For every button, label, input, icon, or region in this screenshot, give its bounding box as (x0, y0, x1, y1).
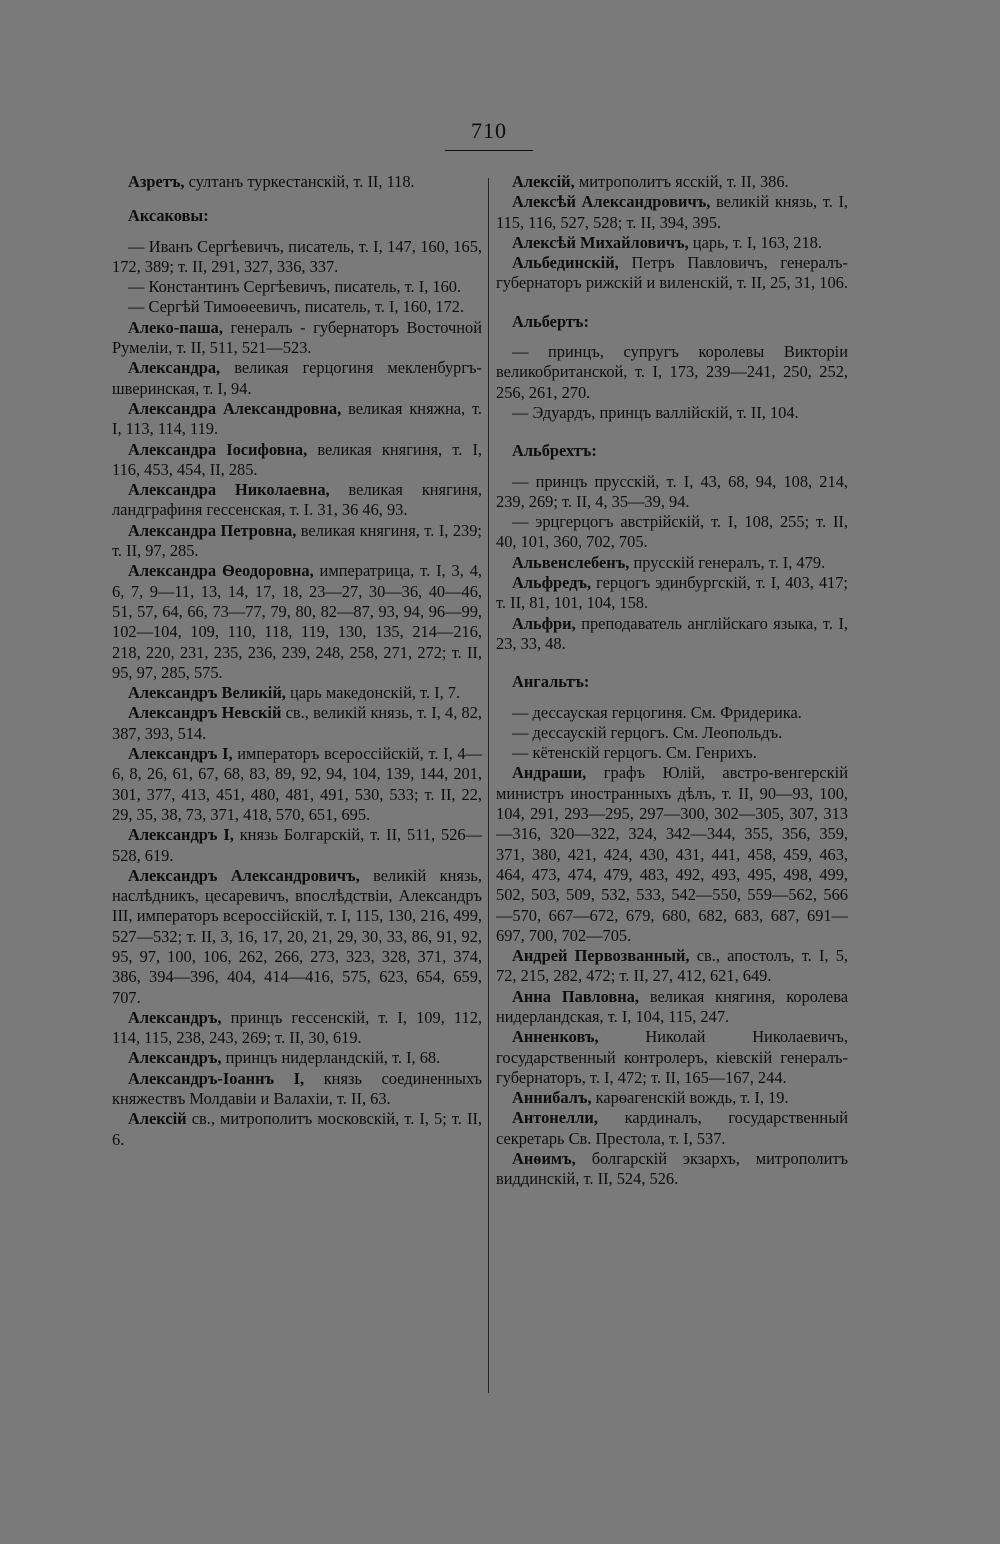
index-subentry: — Иванъ Сергѣевичъ, писатель, т. I, 147, 160, 165, 172, 389; т. II, 291, 327, 336, 337. (112, 236, 482, 276)
index-group-title: Альбрехтъ: (512, 441, 597, 461)
index-entry (112, 172, 482, 192)
index-subentry: — принцъ прусскій, т. I, 43, 68, 94, 108, 214, 239, 269; т. II, 4, 35—39, 94. (496, 471, 848, 511)
index-group-title: Ангальтъ: (512, 672, 590, 692)
index-entry-text: герцогъ эдинбургскій, т. I, 403, 417; т. II, 81, 101, 104, 158. (496, 573, 848, 613)
index-entry (112, 866, 482, 1008)
index-entry-heading: Александра Іосифовна, (128, 439, 308, 459)
index-entry (112, 1109, 482, 1150)
index-entry-heading: Алексій, (512, 172, 575, 191)
index-entry-heading: Александра Петровна, (128, 520, 297, 540)
index-entry-heading: Александра Александровна, (128, 398, 342, 418)
page-number: 710 (471, 118, 507, 143)
index-entry-text: султанъ туркестанскій, т. II, 118. (184, 172, 415, 191)
index-entry-text: св., митрополитъ московскій, т. I, 5; т. II, 6. (112, 1109, 482, 1149)
index-entry-text: карѳагенскій вождь, т. I, 19. (591, 1088, 789, 1108)
index-entry (112, 521, 482, 562)
index-entry-text: Николай Николаевичъ, государственный контролеръ, кіевскій генералъ-губернаторъ, т. I, 472; т. II, 165—167, 244. (496, 1027, 848, 1087)
index-entry-heading: Александра, (128, 358, 221, 378)
index-entry-text: митрополитъ ясскій, т. II, 386. (574, 172, 789, 191)
index-entry-text: великая княгиня, т. I, 239; т. II, 97, 285. (112, 520, 482, 561)
index-entry-heading: Александръ, (128, 1048, 222, 1068)
index-entry (496, 987, 848, 1028)
index-entry (496, 1088, 848, 1108)
index-entry-text: императрица, т. I, 3, 4, 6, 7, 9—11, 13, 14, 17, 18, 23—27, 30—36, 40—46, 51, 57, 64, 66, 73—77, 79, 80, 82—87, 93, 94, 96—99, 102—104, 109, 110, 118, 119, 130, 135, 214—216, 218, 220, 231, 235, 236, 239, 248, 258, 271, 272; т. II, 95, 97, 285, 575. (112, 561, 482, 682)
index-entry (496, 1149, 848, 1190)
index-entry-text: великая герцогиня мекленбургъ-шверинская, т. I, 94. (112, 358, 482, 398)
index-entry-heading: Азретъ, (128, 172, 185, 191)
index-entry-heading: Альфри, (512, 613, 576, 633)
index-entry (496, 946, 848, 987)
index-entry-heading: Александра Николаевна, (128, 480, 330, 500)
index-subentry: — Эдуардъ, принцъ валлійскій, т. II, 104. (512, 402, 799, 422)
index-entry-heading: Андрей Первозванный, (512, 946, 690, 966)
index-entry-heading: Анненковъ, (512, 1027, 599, 1047)
right-column (496, 172, 848, 1190)
index-entry-text: болгарскій экзархъ, митрополитъ виддинскій, т. II, 524, 526. (496, 1149, 848, 1189)
index-entry (112, 358, 482, 399)
index-entry-text: великій князь, т. I, 115, 116, 527, 528; т. II, 394, 395. (496, 192, 849, 232)
index-entry-heading: Андраши, (512, 763, 587, 783)
index-entry-heading: Александръ Александровичъ, (128, 865, 360, 885)
index-entry-text: царь, т. I, 163, 218. (688, 232, 822, 252)
index-subentry: — принцъ, супругъ королевы Викторіи великобританской, т. I, 173, 239—241, 250, 252, 256, 261, 270. (496, 342, 848, 402)
index-entry-text: генералъ - губернаторъ Восточной Румеліи, т. II, 511, 521—523. (112, 317, 482, 358)
index-subentry: — Сергѣй Тимоѳеевичъ, писатель, т. I, 160, 172. (128, 297, 465, 317)
index-entry (112, 1069, 482, 1110)
index-entry (112, 318, 482, 359)
index-entry-text: великая княгиня, т. I, 116, 453, 454, II, 285. (112, 439, 482, 479)
index-entry (112, 825, 482, 866)
column-divider (488, 178, 489, 1393)
index-entry-heading: Алексѣй Александровичъ, (512, 192, 711, 212)
index-subentry: — дессауская герцогиня. См. Фридерика. (512, 702, 802, 722)
index-entry-heading: Аннибалъ, (512, 1088, 592, 1108)
index-entry-heading: Анѳимъ, (512, 1149, 576, 1169)
index-entry-heading: Алексій (128, 1109, 187, 1129)
index-entry-text: св., великій князь, т. I, 4, 82, 387, 393, 514. (112, 703, 482, 743)
index-entry (112, 1048, 482, 1068)
index-entry-text: графъ Юлій, австро-венгерскій министръ иностранныхъ дѣлъ, т. II, 90—93, 100, 104, 291, 293—295, 297—300, 302—305, 307, 313—316, 320—322, 324, 342—344, 355, 356, 359, 371, 380, 421, 424, 430, 431, 441, 458, 459, 463, 464, 473, 474, 479, 483, 492, 493, 495, 498, 499, 502, 503, 509, 532, 533, 542—550, 559—562, 566—570, 667—672, 679, 680, 682, 683, 687, 691—697, 700, 702—705. (496, 763, 848, 945)
index-entry (112, 744, 482, 825)
index-entry (112, 561, 482, 683)
index-entry (496, 1108, 848, 1149)
index-entry-heading: Александръ I, (128, 825, 234, 845)
index-entry-heading: Александръ, (128, 1007, 222, 1027)
index-entry-heading: Александръ I, (128, 744, 233, 764)
index-entry-text: Петръ Павловичъ, генералъ-губернаторъ рижскій и виленскій, т. II, 25, 31, 106. (496, 253, 848, 293)
index-entry (112, 683, 482, 703)
index-group-title: Альбертъ: (512, 311, 589, 331)
index-entry (496, 763, 848, 946)
index-subentry: — кётенскій герцогъ. См. Генрихъ. (512, 743, 757, 763)
index-entry-text: кардиналъ, государственный секретарь Св. Престола, т. I, 537. (496, 1108, 848, 1148)
index-entry (112, 703, 482, 744)
index-entry-text: великій князь, наслѣдникъ, цесаревичъ, впослѣдствіи, Александръ III, императоръ всероссійскій, т. I, 115, 130, 216, 499, 527—532; т. II, 3, 16, 17, 20, 21, 29, 30, 33, 86, 91, 92, 95, 97, 100, 106, 262, 266, 273, 323, 328, 371, 374, 386, 394—396, 404, 414—416, 575, 623, 654, 659, 707. (112, 865, 482, 1007)
left-column (112, 172, 482, 1150)
index-entry-heading: Антонелли, (512, 1108, 598, 1128)
index-entry (496, 233, 848, 253)
index-subentry: — дессаускій герцогъ. См. Леопольдъ. (512, 722, 783, 742)
index-entry-heading: Альвенслебенъ, (512, 552, 630, 572)
index-entry-heading: Алексѣй Михайловичъ, (512, 232, 689, 252)
index-entry (496, 573, 848, 614)
index-entry-heading: Александръ-Іоаннъ I, (128, 1068, 305, 1088)
index-entry-heading: Александра Ѳеодоровна, (128, 561, 314, 581)
index-entry-text: прусскій генералъ, т. I, 479. (629, 552, 826, 572)
index-entry-text: св., апостолъ, т. I, 5, 72, 215, 282, 472; т. II, 27, 412, 621, 649. (496, 946, 848, 986)
index-entry-heading: Анна Павловна, (512, 986, 639, 1006)
index-entry-text: принцъ гессенскій, т. I, 109, 112, 114, 115, 238, 243, 269; т. II, 30, 619. (112, 1007, 482, 1048)
index-subentry: — Константинъ Сергѣевичъ, писатель, т. I, 160. (128, 277, 462, 297)
index-entry-text: великая княгиня, королева нидерландская, т. I, 104, 115, 247. (496, 986, 849, 1026)
index-entry-heading: Альбединскій, (512, 253, 619, 273)
index-entry (112, 480, 482, 521)
index-entry-heading: Александръ Великій, (128, 683, 286, 703)
index-entry (496, 614, 848, 655)
index-entry-text: великая княгиня, ландграфиня гессенская, т. I. 31, 36 46, 93. (112, 480, 482, 520)
index-entry-heading: Альфредъ, (512, 573, 592, 593)
index-entry (496, 553, 848, 573)
index-entry (496, 192, 848, 233)
index-entry-heading: Александръ Невскій (128, 703, 282, 723)
index-entry (496, 1027, 848, 1088)
index-entry-text: императоръ всероссійскій, т. I, 4—6, 8, 26, 61, 67, 68, 83, 89, 92, 94, 104, 139, 144, 201, 301, 377, 413, 451, 480, 481, 491, 530, 533; т. II, 22, 29, 35, 38, 73, 371, 418, 570, 651, 695. (112, 744, 482, 824)
index-entry-text: князь соединенныхъ княжествъ Молдавіи и Валахіи, т. II, 63. (112, 1068, 482, 1109)
page-number-rule (445, 150, 533, 151)
index-entry-text: преподаватель англійскаго языка, т. I, 23, 33, 48. (496, 613, 848, 653)
index-entry (496, 253, 848, 294)
index-entry-text: царь македонскій, т. I, 7. (285, 683, 461, 703)
index-entry-heading: Алеко-паша, (128, 317, 223, 337)
index-entry-text: принцъ нидерландскій, т. I, 68. (221, 1048, 441, 1068)
index-entry (112, 399, 482, 440)
index-entry (496, 172, 848, 192)
index-group-title: Аксаковы: (128, 206, 209, 226)
index-entry (112, 1008, 482, 1049)
index-entry-text: великая княжна, т. I, 113, 114, 119. (112, 398, 482, 439)
index-subentry: — эрцгерцогъ австрійскій, т. I, 108, 255; т. II, 40, 101, 360, 702, 705. (496, 512, 848, 552)
index-entry-text: князь Болгарскій, т. II, 511, 526—528, 619. (112, 825, 483, 865)
index-entry (112, 440, 482, 481)
